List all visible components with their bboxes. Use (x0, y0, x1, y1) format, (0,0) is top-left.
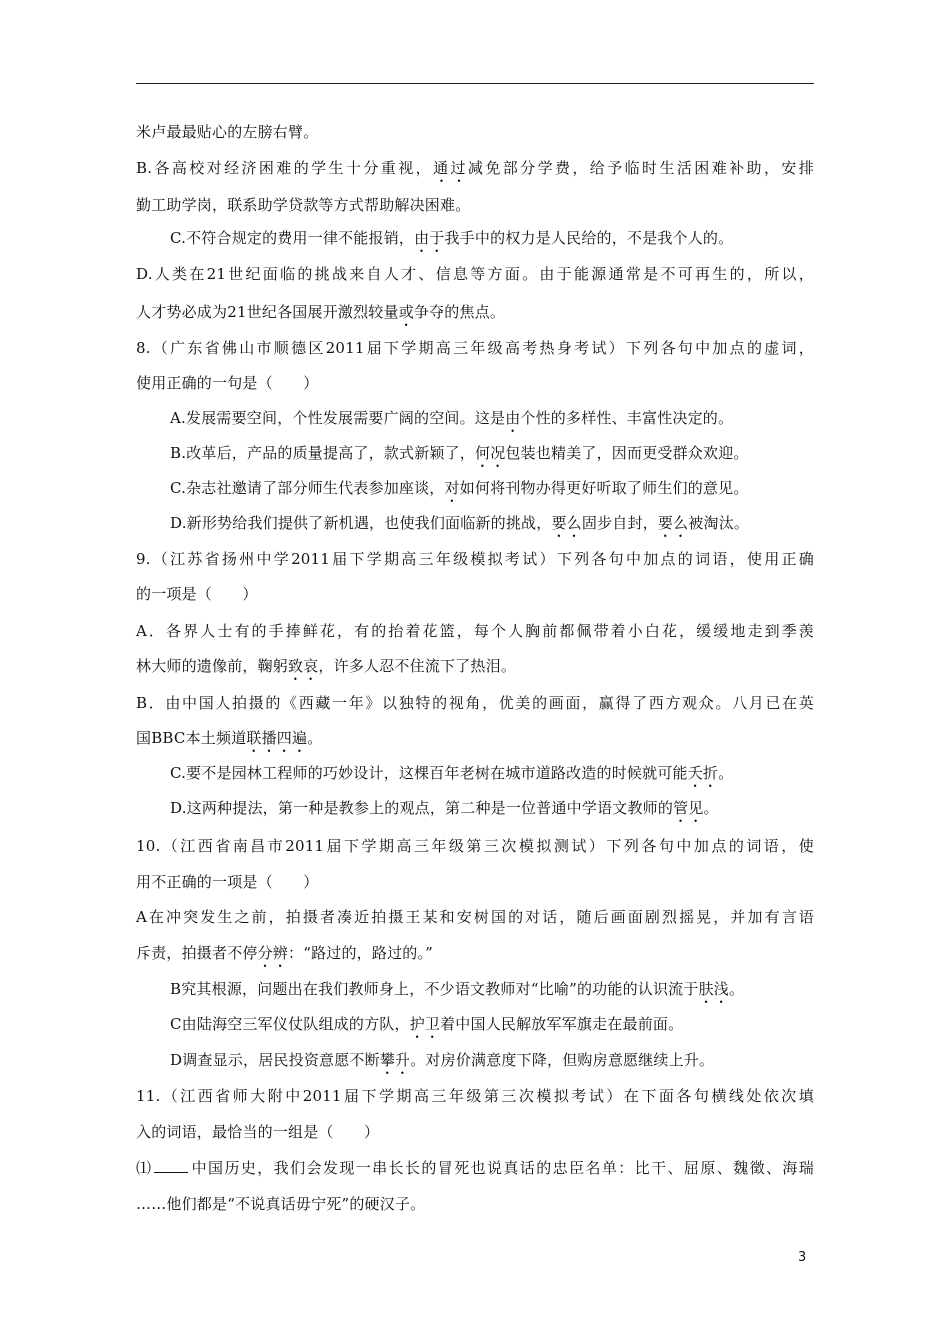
text-segment: 减免部分学费，给予临时生活困难补助，安排 (467, 159, 814, 177)
text-line (170, 798, 719, 826)
text-line (136, 836, 814, 856)
emphasized-word: 或 (398, 303, 414, 321)
emphasized-word: 管见 (673, 799, 704, 817)
emphasized-word: 致哀 (288, 657, 319, 675)
text-segment: D调查显示，居民投资意愿不断 (170, 1051, 380, 1069)
text-segment: C.不符合规定的费用一律不能报销， (170, 229, 415, 247)
text-segment: C.要不是园林工程师的巧妙设计，这棵百年老树在城市道路改造的时候就可能 (170, 764, 688, 782)
text-segment: D.这两种提法，第一种是教参上的观点，第二种是一位普通中学语文教师的 (170, 799, 674, 817)
emphasized-word: 要么 (657, 514, 689, 532)
text-segment: 。 (728, 980, 745, 998)
text-segment: D.新形势给我们提供了新机遇，也使我们面临新的挑战， (170, 514, 552, 532)
text-segment: 如何将刊物办得更好听取了师生们的意见。 (459, 479, 749, 497)
text-segment: C.杂志社邀请了部分师生代表参加座谈， (170, 479, 445, 497)
text-line (170, 1014, 683, 1042)
fill-in-blank (154, 1158, 188, 1173)
text-segment: 国BBC本土频道 (136, 729, 247, 747)
text-segment: 个性的多样性、丰富性决定的。 (520, 409, 734, 427)
text-line (136, 122, 318, 142)
text-segment: 斥责，拍摄者不停 (136, 944, 258, 962)
text-segment: B.改革后，产品的质量提高了，款式新颖了， (170, 444, 475, 462)
text-line (136, 264, 814, 284)
text-line (136, 621, 814, 641)
text-segment: B．由中国人拍摄的《西藏一年》以独特的视角，优美的画面，赢得了西方观众。八月已在英 (136, 694, 814, 712)
text-segment: 固步自封， (581, 514, 658, 532)
text-line (136, 584, 258, 604)
text-line (170, 979, 744, 1007)
text-line (136, 728, 322, 756)
text-line (136, 158, 814, 186)
text-line (170, 763, 733, 791)
text-segment: 8.（广东省佛山市顺德区2011届下学期高三年级高考热身考试）下列各句中加点的虚词， (136, 339, 814, 357)
text-line (136, 195, 470, 215)
text-segment: 争夺的焦点。 (413, 303, 506, 321)
emphasized-word: 何况 (475, 444, 506, 462)
emphasized-word: 肤浅 (698, 980, 729, 998)
emphasized-word: 联播四遍 (246, 729, 308, 747)
text-line (170, 1050, 714, 1078)
text-segment: ⑴ (136, 1159, 153, 1177)
text-line (136, 549, 814, 569)
text-line (136, 1122, 379, 1142)
page-number: 3 (798, 1250, 807, 1265)
text-line (170, 408, 733, 436)
text-line (136, 1158, 814, 1178)
text-segment: 着中国人民解放军军旗走在最前面。 (440, 1015, 684, 1033)
text-segment: A.发展需要空间，个性发展需要广阔的空间。这是 (170, 409, 506, 427)
text-segment: C由陆海空三军仪仗队组成的方队， (170, 1015, 410, 1033)
text-segment: 使用正确的一句是（ ） (136, 374, 319, 392)
text-line (136, 373, 318, 393)
text-segment: 我手中的权力是人民给的，不是我个人的。 (444, 229, 734, 247)
text-segment: B.各高校对经济困难的学生十分重视， (136, 159, 434, 177)
text-segment: 中国历史，我们会发现一串长长的冒死也说真话的忠臣名单：比干、屈原、魏徵、海瑞 (190, 1159, 815, 1177)
emphasized-word: 对 (444, 479, 460, 497)
text-segment: 用不正确的一项是（ ） (136, 873, 319, 891)
text-segment: 林大师的遗像前，鞠躬 (136, 657, 289, 675)
text-segment: 11.（江西省师大附中2011届下学期高三年级第三次模拟考试）在下面各句横线处依次填 (136, 1087, 814, 1105)
text-segment: A在冲突发生之前，拍摄者凑近拍摄王某和安树国的对话，随后画面剧烈摇晃，并加有言语 (136, 908, 814, 926)
emphasized-word: 夭折 (687, 764, 719, 782)
text-segment: 人才势必成为21世纪各国展开激烈较量 (136, 303, 399, 321)
text-segment: B究其根源，问题出在我们教师身上，不少语文教师对“比喻”的功能的认识流于 (170, 980, 699, 998)
text-segment: 入的词语，最恰当的一组是（ ） (136, 1123, 380, 1141)
emphasized-word: 攀升 (379, 1051, 411, 1069)
text-line (136, 1086, 814, 1106)
emphasized-word: 由 (505, 409, 521, 427)
text-line (170, 513, 749, 541)
text-line (136, 338, 814, 358)
text-segment: 。 (718, 764, 734, 782)
text-line (136, 1194, 425, 1214)
text-segment: 包装也精美了，因而更受群众欢迎。 (505, 444, 749, 462)
text-line (170, 228, 733, 256)
text-segment: 。对房价满意度下降，但购房意愿继续上升。 (410, 1051, 715, 1069)
text-line (136, 907, 814, 927)
text-segment: 的一项是（ ） (136, 585, 258, 603)
text-segment: D.人类在21世纪面临的挑战来自人才、信息等方面。由于能源通常是不可再生的，所以， (136, 265, 814, 283)
text-line (170, 443, 749, 471)
text-segment: ，许多人忍不住流下了热泪。 (318, 657, 517, 675)
text-line (136, 693, 814, 713)
text-segment: ……他们都是“不说真话毋宁死”的硬汉子。 (136, 1195, 426, 1213)
emphasized-word: 要么 (551, 514, 582, 532)
emphasized-word: 护卫 (409, 1015, 441, 1033)
text-segment: ：“路过的，路过的。” (288, 944, 434, 962)
text-line (136, 943, 433, 971)
text-line (136, 656, 516, 684)
header-rule (136, 83, 814, 84)
text-segment: 。 (703, 799, 719, 817)
emphasized-word: 通过 (433, 159, 468, 177)
text-line (170, 478, 749, 506)
text-line (136, 302, 505, 330)
text-segment: 被淘汰。 (688, 514, 750, 532)
text-segment: 米卢最最贴心的左膀右臂。 (136, 123, 319, 141)
text-line (136, 872, 318, 892)
text-segment: 9.（江苏省扬州中学2011届下学期高三年级模拟考试）下列各句中加点的词语，使用正确 (136, 550, 814, 568)
text-segment: 勤工助学岗，联系助学贷款等方式帮助解决困难。 (136, 196, 471, 214)
text-segment: 。 (307, 729, 323, 747)
text-segment: A．各界人士有的手捧鲜花，有的抬着花篮，每个人胸前都佩带着小白花，缓缓地走到季羡 (136, 622, 814, 640)
text-segment: 10.（江西省南昌市2011届下学期高三年级第三次模拟测试）下列各句中加点的词语，使 (136, 837, 814, 855)
emphasized-word: 由于 (414, 229, 445, 247)
emphasized-word: 分辨 (257, 944, 289, 962)
